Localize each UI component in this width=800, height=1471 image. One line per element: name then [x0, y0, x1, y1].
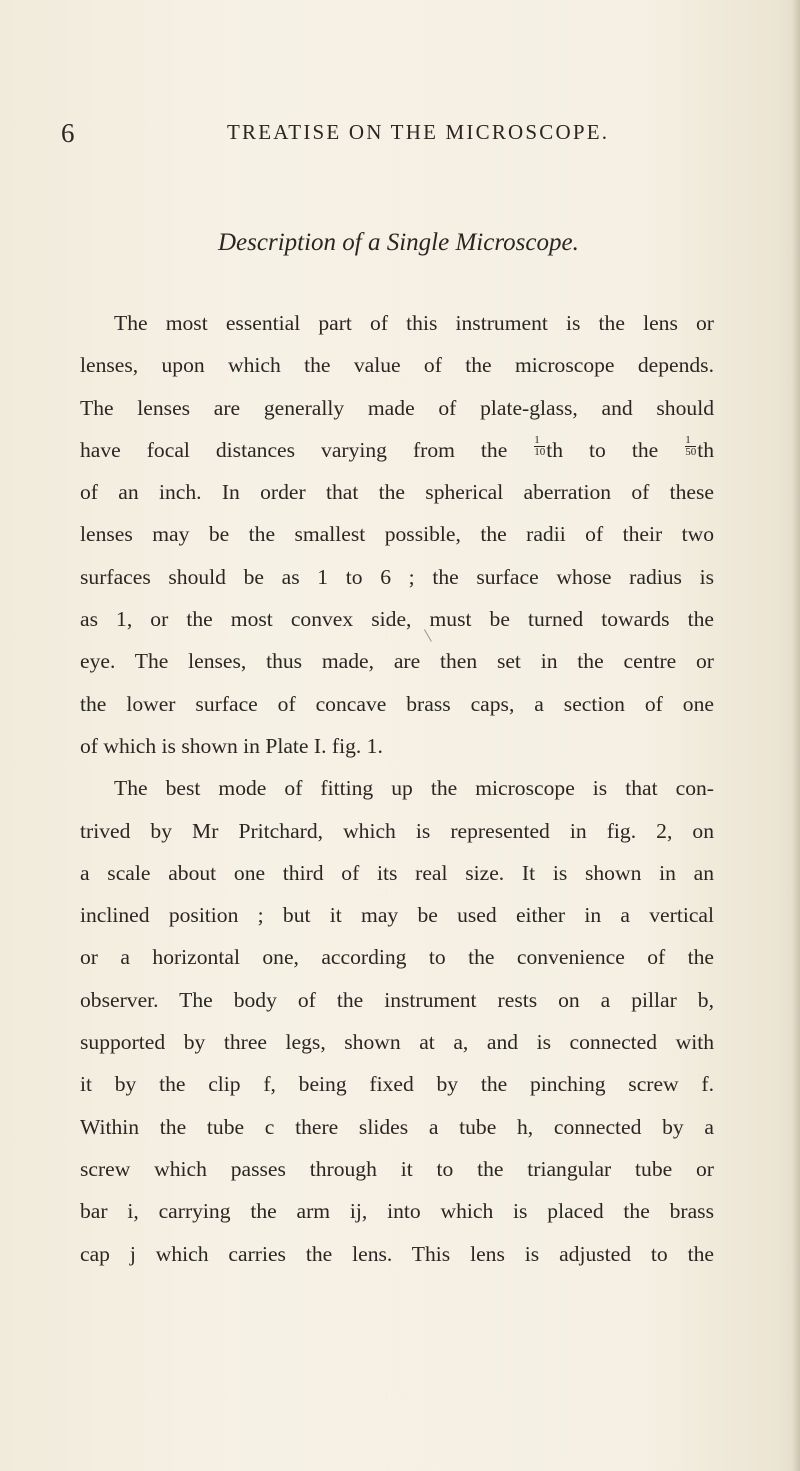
fraction-denominator: 50: [685, 445, 697, 458]
text-line-with-fractions: [80, 429, 714, 471]
text-line: lenses may be the smallest possible, the radii of their two: [80, 522, 714, 547]
text-line: The lenses are generally made of plate-glass, and should: [80, 395, 714, 420]
text-line: supported by three legs, shown at a, and is connected with: [80, 1030, 714, 1055]
text-line: as 1, or the most convex side, must be turned towards the: [80, 607, 714, 632]
text-line: of which is shown in Plate I. fig. 1.: [80, 733, 383, 758]
text-span: have focal distances varying from the: [80, 437, 534, 462]
text-line: The most essential part of this instrument is the lens or: [114, 311, 714, 335]
text-line: Within the tube c there slides a tube h, connected by a: [80, 1114, 714, 1139]
text-line: inclined position ; but it may be used either in a vertical: [80, 903, 714, 928]
text-line: the lower surface of concave brass caps, a section of one: [80, 691, 714, 716]
text-line: eye. The lenses, thus made, are then set in the centre or: [80, 649, 714, 674]
text-line: surfaces should be as 1 to 6 ; the surface whose radius is: [80, 564, 714, 589]
fraction-numerator: 1: [685, 433, 691, 446]
fraction-numerator: 1: [534, 433, 540, 446]
text-span: th to the: [546, 437, 685, 462]
text-span: th: [697, 437, 714, 462]
text-line: of an inch. In order that the spherical aberration of these: [80, 480, 714, 505]
text-line: observer. The body of the instrument rests on a pillar b,: [80, 987, 714, 1012]
text-line: cap j which carries the lens. This lens is adjusted to the: [80, 1241, 714, 1266]
running-head: TREATISE ON THE MICROSCOPE.: [227, 120, 610, 144]
body-text: [80, 302, 714, 1275]
fraction-one-tenth: [534, 435, 545, 458]
section-title: Description of a Single Microscope.: [218, 229, 579, 256]
text-line: or a horizontal one, according to the convenience of the: [80, 945, 714, 970]
text-line: The best mode of fitting up the microscope is that con-: [114, 776, 714, 801]
text-line: bar i, carrying the arm ij, into which is placed the brass: [80, 1199, 714, 1224]
text-line: lenses, upon which the value of the microscope depends.: [80, 353, 714, 378]
fraction-denominator: 10: [534, 445, 546, 458]
text-line: a scale about one third of its real size. It is shown in an: [80, 860, 714, 885]
page-edge-shadow: [792, 0, 800, 1471]
text-line: trived by Mr Pritchard, which is represented in fig. 2, on: [80, 818, 714, 843]
text-line: it by the clip f, being fixed by the pinching screw f.: [80, 1072, 714, 1097]
text-line: screw which passes through it to the triangular tube or: [80, 1156, 714, 1181]
fraction-one-fiftieth: [685, 435, 696, 458]
page-number: 6: [61, 118, 75, 148]
